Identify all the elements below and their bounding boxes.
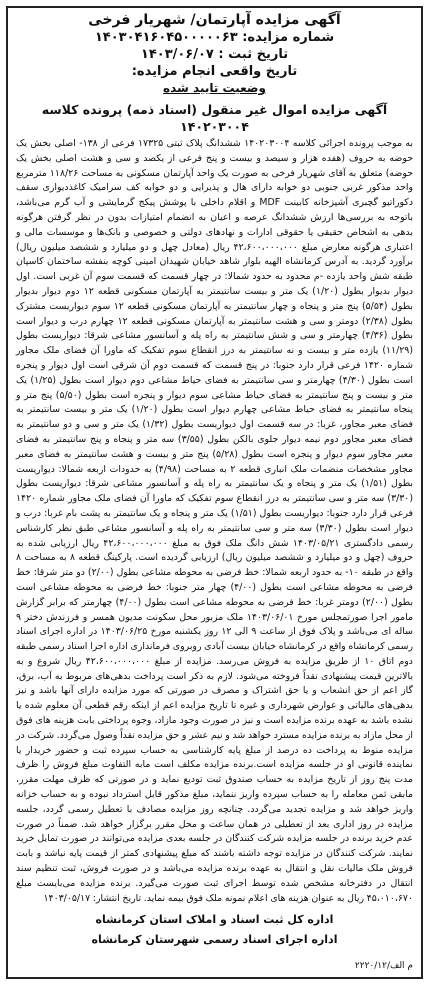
office-registration-general: اداره کل ثبت اسناد و املاک استان کرمانشاه (95, 913, 334, 927)
notice-title: آگهی مزایده آپارتمان/ شهریار فرخی (88, 12, 341, 28)
reference-code: ۲۲۲۰/م الف/۱۲ (354, 961, 413, 971)
status-line: وضعیت تایید شده (163, 81, 266, 95)
actual-auction-date: تاریخ واقعی انجام مزایده: (131, 64, 298, 79)
registration-date: تاریخ ثبت : ۱۴۰۳/۰۶/۰۷ (140, 47, 289, 62)
notice-heading: آگهی مزایده اموال غیر منقول (اسناد ذمه) پرونده کلاسه ۱۴۰۲۰۳۰۰۴ (41, 102, 388, 134)
auction-number: شماره مزایده: ۱۴۰۳۰۴۱۶۰۴۵۰۰۰۰۰۶۳ (94, 30, 335, 45)
notice-body-text: به موجب پرونده اجرائی کلاسه ۱۴۰۲۰۳۰۰۴ ششدانگ پلاک ثبتی ۱۷۳۲۵ فرعی از ۱۳۸- اصلی بخش یک حوضه به حروف (هفده هزار و سیصد و بیست و پنج فرعی از یکصد و سی و هشت اصلی بخش یک حوضه) متعلق به آقای شهریار فرخی به صورت یک واحد آپارتمان مسکونی به مساحت ۱۱۸/۲۶ مترمربع واحد مذکور غربی جنوبی دو خوابه دارای هال و پذیرایی و دو خوابه کف سرامیک کاغذدیواری سقف دکوراتیو گچبری آشپزخانه کابینت MDF و اقلام داخلی با پوشش پیکج گرمایشی و آب گرم می‌باشد، باتوجه به بررسی‌ها ارزش ششدانگ عرصه و اعیان به انضمام امتیازات بدون در نظر گرفتن هرگونه بدهی به اشخاص حقیقی یا حقوقی ادارات و نهادهای دولتی و خصوصی و بانک‌ها و موسسات مالی و اعتباری هرگونه معارض مبلغ ۴۲،۶۰۰،۰۰۰،۰۰۰ ریال (معادل چهل و دو میلیارد و ششصد میلیون ریال) برآورد گردید. به آدرس کرمانشاه الهیه بلوار شاهد خیابان شهیدان امینی کوچه بنفشه ساختمان کاسپان طبقه شش واحد یازده -م محدود به حدود شمالا: در چهار قسمت که قسمت سوم آن غربی است. اول دیوار بدیوار بطول (۱/۲۰) یک متر و بیست سانتیمتر به آپارتمان مسکونی قطعه ۱۲ دوم دیوار بدیوار بطول (۵/۵۴) پنج متر و پنجاه و چهار سانتیمتر به آپارتمان مسکونی قطعه ۱۲ سوم دیواریست مشترک بطول (۲/۳۸) دومتر و سی و هشت سانتیمتر به آپارتمان مسکونی قطعه ۱۲ چهارم درب و دیوار است بطول (۴/۳۶) چهارمتر و سی و شش سانتیمتر به راه پله و آسانسور مشاعی شرقا: دیواریست بطول (۱۱/۲۹) یازده متر و بیست و نه سانتیمتر به درز انقطاع سوم تفکیک که ماورا آن فضای ملک مجاور شماره ۱۴۲۰ فرعی قرار دارد جنوبا: در پنج قسمت که قسمت دوم آن شرقی است اول دیوار و پنجره است بطول (۴/۳۰) چهارمتر و سی سانتیمتر به فضای حیاط مشاعی دوم دیوار است بطول (۱/۲۵) یک متر و بیست و پنج سانتیمتر به فضای حیاط مشاعی سوم دیوار و پنجره است بطول (۵/۵۰) پنج متر و پنجاه سانتیمتر به فضای حیاط مشاعی چهارم دیوار است بطول (۱/۲۰) یک متر و بیست سانتیمتر به فضای معبر مجاور، غربا: در سه قسمت اول دیواریست بطول (۱/۳۲) یک متر و سی و دو سانتیمتر به فضای معبر مجاور دوم نیمه دیوار جلوی بالکن بطول (۳/۵۵) سه متر و پنجاه و پنج سانتیمتر به فضای معبر مجاور سوم دیوار و پنجره است بطول (۵/۲۸) پنج متر و بیست و هشت سانتیمتر به فضای معبر مجاور مشخصات منضمات ملک انباری قطعه ۲ به مساحت (۴/۹۸) به حدودات اربعه شمالا: دیواریست بطول (۱/۵۱) یک متر و پنجاه و یک سانتیمتر به راه پله و آسانسور مشاعی شرقا: دیواریست بطول (۳/۳۰) سه متر و سی سانتیمتر به درز انقطاع سوم تفکیک که ماورا آن فضای ملک مجاور شماره ۱۴۲۰ فرعی قرار دارد جنوبا: دیواریست بطول (۱/۵۱) یک متر و پنجاه و یک سانتیمتر به پشت بام غربا: درب و دیوار است بطول (۳/۳۰) سه متر و سی سانتیمتر به راه پله و آسانسور مشاعی طبق نظر کارشناس رسمی دادگستری ۱۴۰۳/۰۵/۲۱ شش دانگ ملک فوق به مبلغ ۴۲،۶۰۰،۰۰۰،۰۰۰ ریال ارزیابی شده به حروف (چهل و دو میلیارد و ششصد میلیون ریال) ارزیابی گردیده است. پارکینگ قطعه ۸ به مساحت ۸ واقع در طبقه ۱۰- به حدود اربعه شمالا: خط فرضی به محوطه مشاعی بطول (۲/۰۰) دو متر شرقا: خط فرضی به محوطه مشاعی است بطول (۴/۰۰) چهار متر جنوبا: خط فرضی به محوطه مشاعی است بطول (۲/۰۰) دومتر غربا: خط فرضی به محوطه مشاعی است بطول (۴/۰۰) چهارمتر که برابر گزارش مامور اجرا صورتمجلس مورخ ۱۴۰۳/۰۶/۰۱ ملک مزبور محل سکونت مدیون همسر و فرزندش دختر ۹ ساله ای می‌باشد و پلاک فوق از ساعت ۹ الی ۱۲ روز یکشنبه مورخ ۱۴۰۳/۰۶/۲۵ در اداره اجرای اسناد رسمی کرمانشاه واقع در کرمانشاه خیابان بیست آبادی روبروی فرمانداری اداره اجرا اسناد رسمی طبقه دوم اتاق ۱۰ از طریق مزایده به فروش می‌رسد. مزایده از مبلغ ۴۲،۶۰۰،۰۰۰،۰۰۰ ریال شروع و به بالاترین قیمت پیشنهادی نقداً فروخته می‌شود. لازم به ذکر است پرداخت بدهی‌های مربوط به آب، برق، گاز اعم از حق انشعاب و یا حق اشتراک و مصرف در صورتی که مورد مزایده دارای آنها باشد و نیز بدهی‌های مالیاتی و عوارض شهرداری و غیره تا تاریخ مزایده اعم از اینکه رقم قطعی آن معلوم شده یا نشده باشد به عهده برنده مزایده است و نیز در صورت وجود مازاد، وجوه پرداختی بابت هزینه های فوق از محل مازاد به برنده مزایده مسترد خواهد شد و نیم عشر و حق مزایده نقداً وصول می‌گردد. شرکت در مزایده منوط به پرداخت ده درصد از مبلغ پایه کارشناسی به حساب سپرده ثبت و حضور خریدار یا نماینده قانونی او در جلسه مزایده است.برنده مزایده مکلف است مابه التفاوت مبلغ فروش را ظرف مدت پنج روز از تاریخ مزایده به حساب صندوق ثبت تودیع نماید و در صورتی که ظرف مهلت مقرر، مابقی ثمن معامله را به حساب سپرده واریز ننماید، مبلغ مذکور قابل استرداد نبوده و به حساب خزانه واریز خواهد شد و مزایده تجدید می‌گردد. چنانچه روز مزایده مصادف با تعطیل رسمی گردد، جلسه مزایده در روز اداری بعد از تعطیلی در همان ساعت و محل مقرر برگزار خواهد شد. ضمناً در صورت عدم خرید برنده در جلسه مزایده شرکت کنندگان در جلسه بعدی مزایده می‌توانند در صورت تمایل خرید نمایند. شرکت کنندگان در مزایده توجه داشته باشند که مبلغ پیشنهادی کمتر از قیمت پایه نباشد و بابت فروش ملک مالیات نقل و انتقال به عهده برنده مزایده می‌باشد و در صورت فروش، ثبت تنظیم سند انتقال در دفترخانه مشخص شده توسط اجرای ثبت صورت می‌گیرد. برنده مزایده می‌بایست مبلغ ۴۵،۰۱۰،۶۷۰ ریال به عنوان هزینه های اعلام نمونه ملک فوق بیمه نماید. تاریخ انتشار: ۱۴۰۳/۰۵/۱۷ (16, 138, 414, 904)
office-enforcement: اداره اجرای اسناد رسمی شهرستان کرمانشاه (91, 933, 338, 947)
footer-offices (16, 910, 413, 950)
auction-notice (6, 6, 423, 979)
